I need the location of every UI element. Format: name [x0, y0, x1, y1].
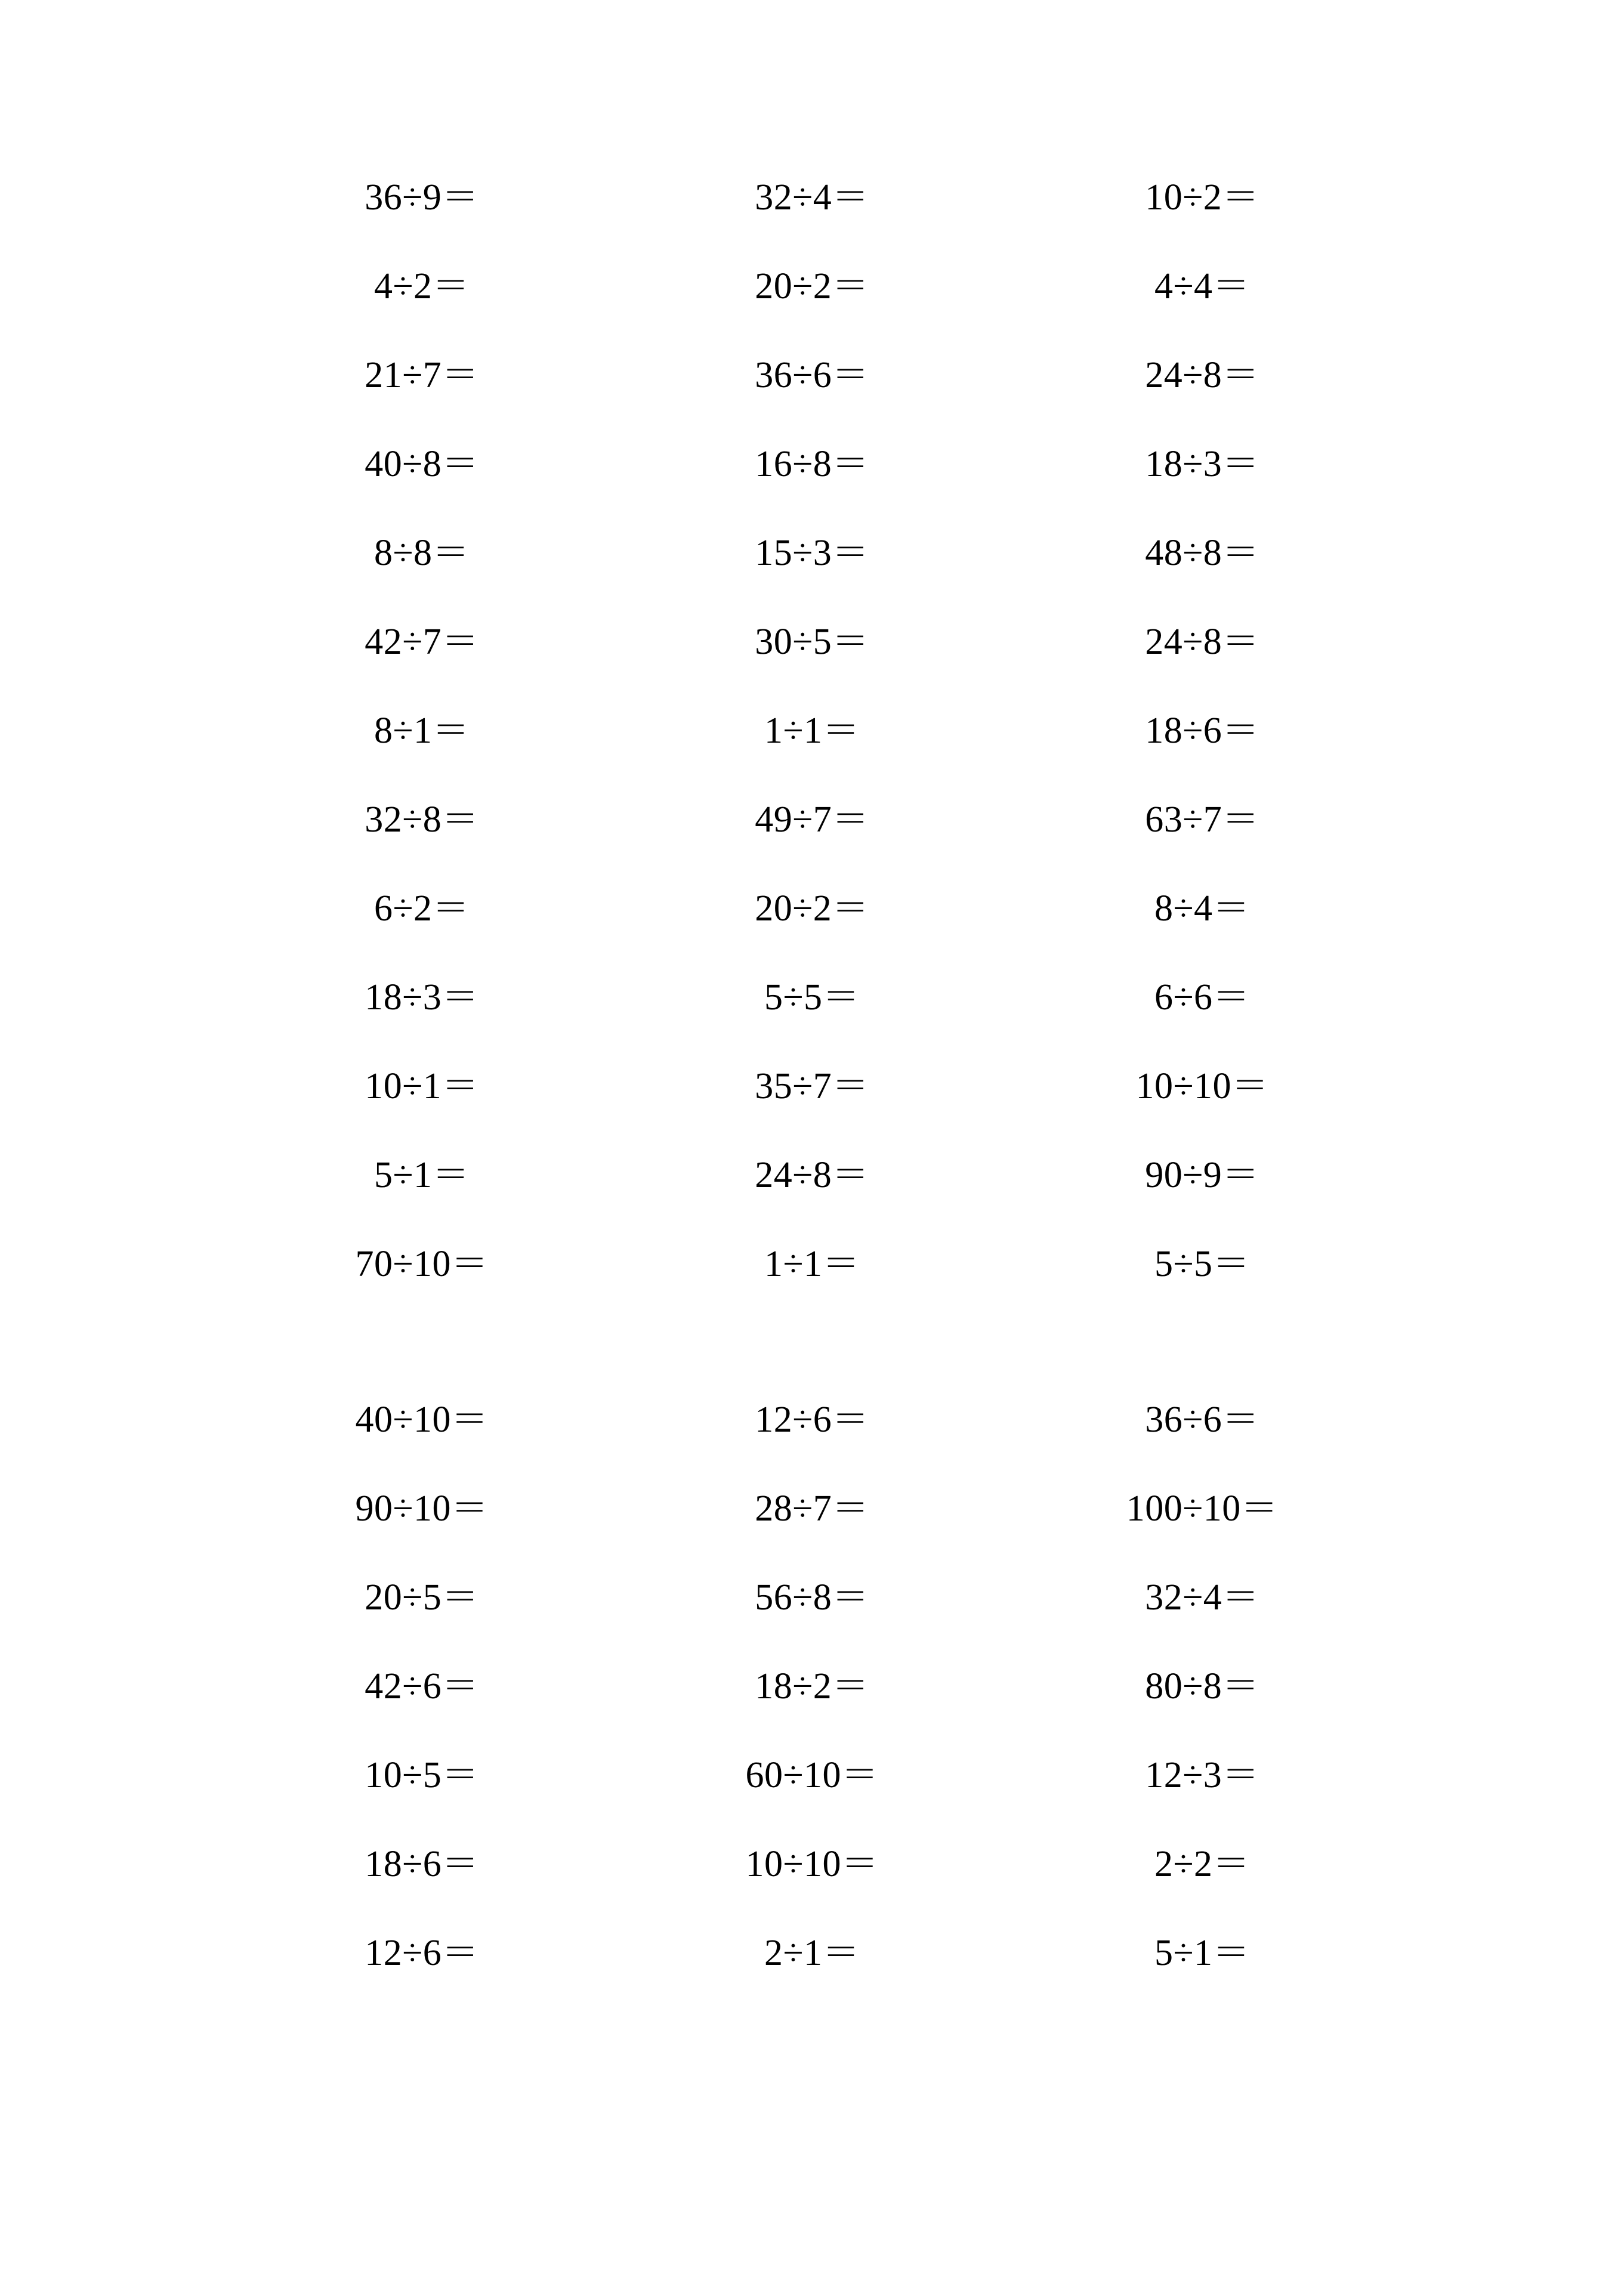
division-problem: 90÷9＝: [1145, 1155, 1259, 1195]
division-problem: 12÷6＝: [365, 1933, 479, 1973]
exercise-cell: [1007, 179, 1397, 216]
exercise-cell: [227, 1401, 617, 1438]
division-problem: 80÷8＝: [1145, 1666, 1259, 1707]
exercise-cell: [617, 446, 1007, 483]
exercise-cell: [1007, 268, 1397, 305]
division-problem: 42÷6＝: [365, 1666, 479, 1707]
division-problem: 20÷2＝: [755, 266, 869, 307]
division-problem: 24÷8＝: [755, 1155, 869, 1195]
exercise-cell: [227, 890, 617, 927]
division-problem: 10÷10＝: [1135, 1066, 1269, 1107]
exercise-cell: [227, 268, 617, 305]
division-problem: 36÷6＝: [1145, 1399, 1259, 1440]
division-problem: 42÷7＝: [365, 622, 479, 662]
exercise-cell: [1007, 1068, 1397, 1105]
exercise-cell: [1007, 1846, 1397, 1883]
division-problem: 63÷7＝: [1145, 799, 1259, 840]
division-problem: 18÷3＝: [1145, 444, 1259, 484]
exercise-cell: [1007, 979, 1397, 1016]
division-problem: 21÷7＝: [365, 355, 479, 395]
division-problem: 2÷1＝: [764, 1933, 860, 1973]
exercise-row: [227, 1935, 1397, 2023]
division-problem: 5÷5＝: [764, 977, 860, 1018]
division-problem: 32÷8＝: [365, 799, 479, 840]
division-problem: 20÷5＝: [365, 1577, 479, 1618]
exercise-cell: [1007, 1246, 1397, 1283]
exercise-cell: [1007, 1579, 1397, 1616]
exercise-cell: [227, 357, 617, 394]
division-problem: 4÷4＝: [1154, 266, 1251, 307]
division-problem: 70÷10＝: [355, 1244, 489, 1284]
division-problem: 28÷7＝: [755, 1488, 869, 1529]
division-problem: 5÷5＝: [1154, 1244, 1251, 1284]
exercise-cell: [617, 179, 1007, 216]
division-problem: 32÷4＝: [1145, 1577, 1259, 1618]
exercise-cell: [617, 1068, 1007, 1105]
exercise-cell: [1007, 623, 1397, 660]
exercise-cell: [1007, 446, 1397, 483]
division-problem: 10÷5＝: [365, 1755, 479, 1796]
division-problem: 18÷6＝: [365, 1844, 479, 1884]
division-problem: 18÷6＝: [1145, 710, 1259, 751]
exercise-cell: [227, 1068, 617, 1105]
exercise-cell: [227, 1490, 617, 1527]
exercise-cell: [227, 1935, 617, 1971]
division-problem: 16÷8＝: [755, 444, 869, 484]
exercise-row: [227, 712, 1397, 801]
exercise-cell: [227, 712, 617, 749]
exercise-cell: [227, 534, 617, 571]
exercise-cell: [227, 1246, 617, 1283]
exercise-cell: [617, 1846, 1007, 1883]
exercise-cell: [1007, 1490, 1397, 1527]
exercise-row: [227, 1068, 1397, 1157]
exercise-cell: [1007, 1935, 1397, 1971]
exercise-cell: [617, 1935, 1007, 1971]
exercise-cell: [617, 1757, 1007, 1794]
exercise-cell: [227, 1846, 617, 1883]
division-problem: 5÷1＝: [1154, 1933, 1251, 1973]
division-problem: 6÷6＝: [1154, 977, 1251, 1018]
exercise-cell: [1007, 357, 1397, 394]
exercise-cell: [227, 1157, 617, 1194]
exercise-cell: [617, 1401, 1007, 1438]
division-problem: 40÷8＝: [365, 444, 479, 484]
exercise-cell: [617, 268, 1007, 305]
division-problem: 10÷1＝: [365, 1066, 479, 1107]
exercise-cell: [1007, 1757, 1397, 1794]
exercise-cell: [617, 979, 1007, 1016]
exercise-cell: [1007, 1668, 1397, 1705]
division-problem: 60÷10＝: [745, 1755, 879, 1796]
division-problem: 10÷10＝: [745, 1844, 879, 1884]
exercise-row: [227, 179, 1397, 268]
division-problem: 15÷3＝: [755, 533, 869, 573]
exercise-row: [227, 1757, 1397, 1846]
exercise-cell: [1007, 890, 1397, 927]
division-problem: 36÷9＝: [365, 177, 479, 218]
exercise-cell: [227, 979, 617, 1016]
exercise-cell: [227, 1757, 617, 1794]
exercise-row: [227, 446, 1397, 534]
exercise-cell: [617, 534, 1007, 571]
exercise-cell: [617, 801, 1007, 838]
exercise-row: [227, 623, 1397, 712]
exercise-cell: [617, 890, 1007, 927]
exercise-row: [227, 1401, 1397, 1490]
division-problem: 18÷3＝: [365, 977, 479, 1018]
exercise-cell: [1007, 712, 1397, 749]
exercise-row: [227, 268, 1397, 357]
exercise-cell: [617, 357, 1007, 394]
exercise-row: [227, 801, 1397, 890]
exercise-block: [227, 1401, 1397, 2023]
division-problem: 4÷2＝: [373, 266, 470, 307]
exercise-list: [227, 179, 1397, 2023]
division-problem: 48÷8＝: [1145, 533, 1259, 573]
exercise-cell: [227, 179, 617, 216]
exercise-row: [227, 890, 1397, 979]
exercise-cell: [617, 1490, 1007, 1527]
division-problem: 24÷8＝: [1145, 622, 1259, 662]
division-problem: 90÷10＝: [355, 1488, 489, 1529]
exercise-cell: [227, 1668, 617, 1705]
division-problem: 6÷2＝: [373, 888, 470, 929]
division-problem: 10÷2＝: [1145, 177, 1259, 218]
exercise-row: [227, 1579, 1397, 1668]
exercise-cell: [617, 1246, 1007, 1283]
division-problem: 8÷1＝: [373, 710, 470, 751]
exercise-row: [227, 1846, 1397, 1935]
division-problem: 8÷4＝: [1154, 888, 1251, 929]
exercise-cell: [617, 1668, 1007, 1705]
division-problem: 12÷3＝: [1145, 1755, 1259, 1796]
exercise-row: [227, 1490, 1397, 1579]
exercise-cell: [227, 801, 617, 838]
division-problem: 1÷1＝: [764, 710, 860, 751]
division-problem: 12÷6＝: [755, 1399, 869, 1440]
exercise-cell: [227, 1579, 617, 1616]
division-problem: 35÷7＝: [755, 1066, 869, 1107]
division-problem: 2÷2＝: [1154, 1844, 1251, 1884]
division-problem: 5÷1＝: [373, 1155, 470, 1195]
exercise-cell: [1007, 1401, 1397, 1438]
division-problem: 30÷5＝: [755, 622, 869, 662]
division-problem: 1÷1＝: [764, 1244, 860, 1284]
division-problem: 32÷4＝: [755, 177, 869, 218]
exercise-row: [227, 1157, 1397, 1246]
division-problem: 36÷6＝: [755, 355, 869, 395]
exercise-cell: [617, 623, 1007, 660]
division-problem: 18÷2＝: [755, 1666, 869, 1707]
exercise-cell: [227, 446, 617, 483]
exercise-cell: [1007, 801, 1397, 838]
division-problem: 20÷2＝: [755, 888, 869, 929]
exercise-row: [227, 979, 1397, 1068]
exercise-row: [227, 1668, 1397, 1757]
exercise-cell: [227, 623, 617, 660]
division-problem: 49÷7＝: [755, 799, 869, 840]
exercise-row: [227, 1246, 1397, 1334]
exercise-cell: [617, 1579, 1007, 1616]
division-problem: 40÷10＝: [355, 1399, 489, 1440]
division-problem: 100÷10＝: [1126, 1488, 1279, 1529]
exercise-row: [227, 534, 1397, 623]
division-problem: 56÷8＝: [755, 1577, 869, 1618]
division-problem: 24÷8＝: [1145, 355, 1259, 395]
exercise-cell: [1007, 1157, 1397, 1194]
exercise-block: [227, 179, 1397, 1334]
exercise-row: [227, 357, 1397, 446]
exercise-cell: [617, 1157, 1007, 1194]
exercise-cell: [1007, 534, 1397, 571]
division-problem: 8÷8＝: [373, 533, 470, 573]
exercise-cell: [617, 712, 1007, 749]
